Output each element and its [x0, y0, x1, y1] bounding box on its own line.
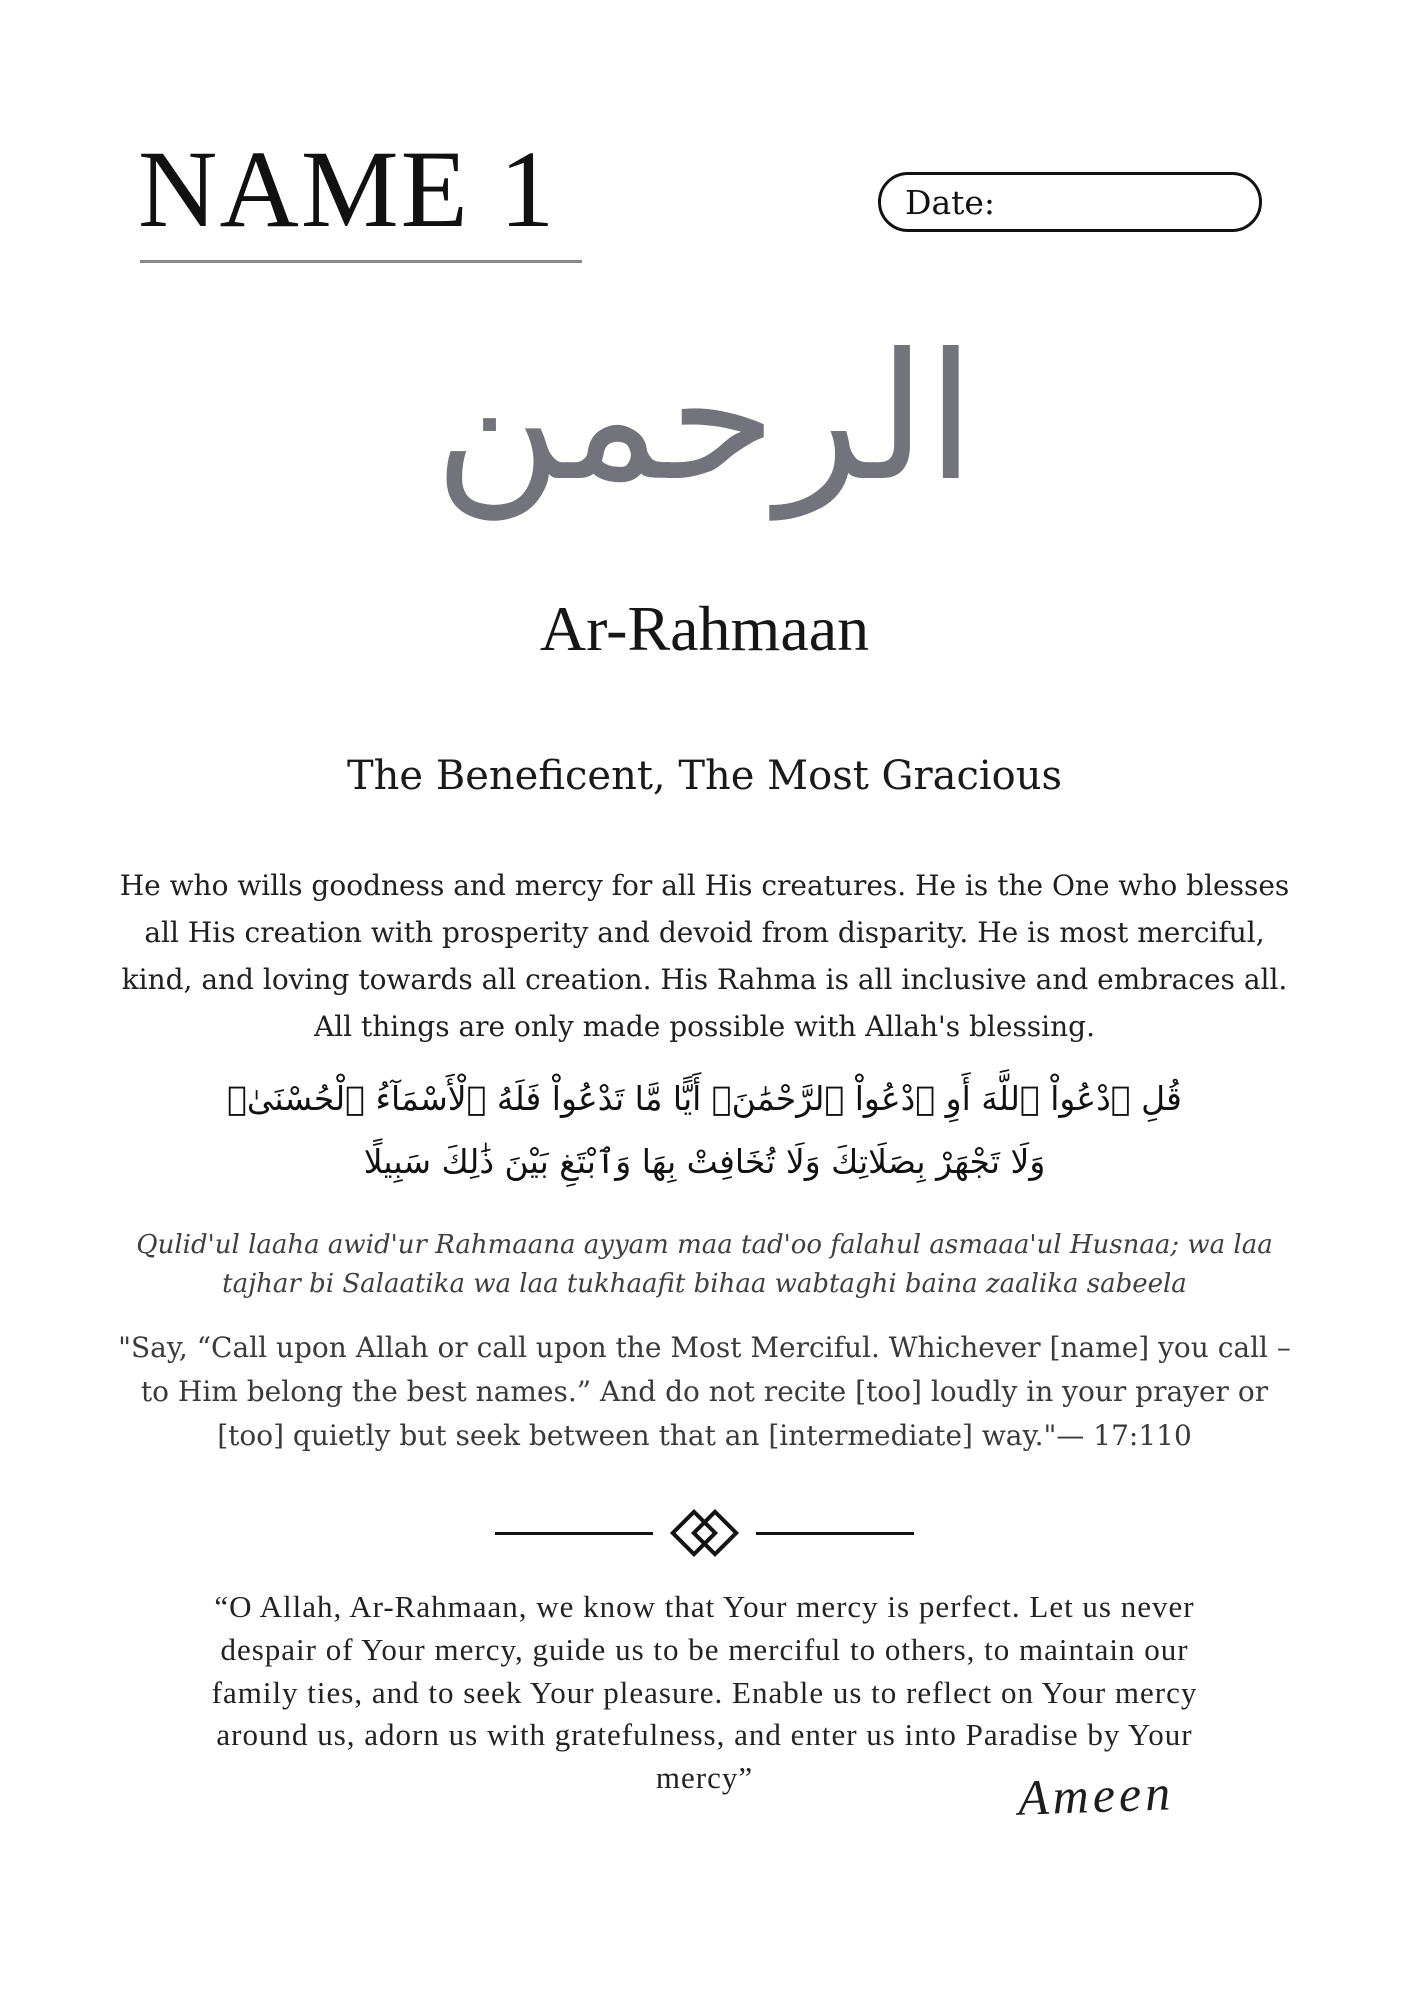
verse-translation: "Say, “Call upon Allah or call upon the Most Merciful. Whichever [name] you call – to Him belong the best names.” And do not recite [too] loudly in your prayer or [too] quietly but seek between that an [intermediate] way."— 17:110: [118, 1331, 1291, 1453]
name-description: He who wills goodness and mercy for all His creatures. He is the One who blesses all His creation with prosperity and devoid from disparity. He is most merciful, kind, and loving towards all creation. His Rahma is all inclusive and embraces all. All things are only made possible with Allah's blessing.: [119, 869, 1290, 1044]
verse-transliteration: Qulid'ul laaha awid'ur Rahmaana ayyam maa tad'oo falahul asmaaa'ul Husnaa; wa laa tajhar bi Salaatika wa laa tukhaafit bihaa wabtaghi baina zaalika sabeela: [136, 1230, 1273, 1299]
divider-line-left: [495, 1532, 653, 1535]
arabic-verse-line-2: وَلَا تَجْهَرْ بِصَلَاتِكَ وَلَا تُخَافِتْ بِهَا وَٱبْتَغِ بَيْنَ ذَٰلِكَ سَبِيلًا: [363, 1141, 1046, 1181]
date-label: Date:: [905, 182, 996, 222]
double-diamond-icon: [677, 1516, 732, 1550]
title-underline: [140, 260, 582, 263]
divider-line-right: [756, 1532, 914, 1535]
arabic-verse-line-1: قُلِ ٱدْعُواْ ٱللَّهَ أَوِ ٱدْعُواْ ٱلرَّحْمَٰنَۖ أَيًّا مَّا تَدْعُواْ فَلَهُ ٱلْأَسْمَآءُ ٱلْحُسْنَىٰۚ: [227, 1079, 1182, 1118]
arabic-verse: [155, 1068, 1255, 1193]
date-write-area[interactable]: [995, 175, 1259, 229]
dua-text: “O Allah, Ar-Rahmaan, we know that Your mercy is perfect. Let us never despair of Your mercy, guide us to be merciful to others, to maintain our family ties, and to seek Your pleasure. Enable us to reflect on Your mercy around us, adorn us with gratefulness, and enter us into Paradise by Your mercy”: [211, 1589, 1198, 1796]
arabic-calligraphy: الرحمن: [433, 316, 976, 520]
ornamental-divider: [0, 1498, 1409, 1568]
name-title: Ar-Rahmaan: [539, 593, 870, 664]
date-field[interactable]: [878, 172, 1262, 232]
ameen-signature: Ameen: [1017, 1764, 1175, 1826]
page-title: NAME 1: [138, 128, 557, 250]
name-meaning: The Beneficent, The Most Gracious: [346, 753, 1063, 799]
